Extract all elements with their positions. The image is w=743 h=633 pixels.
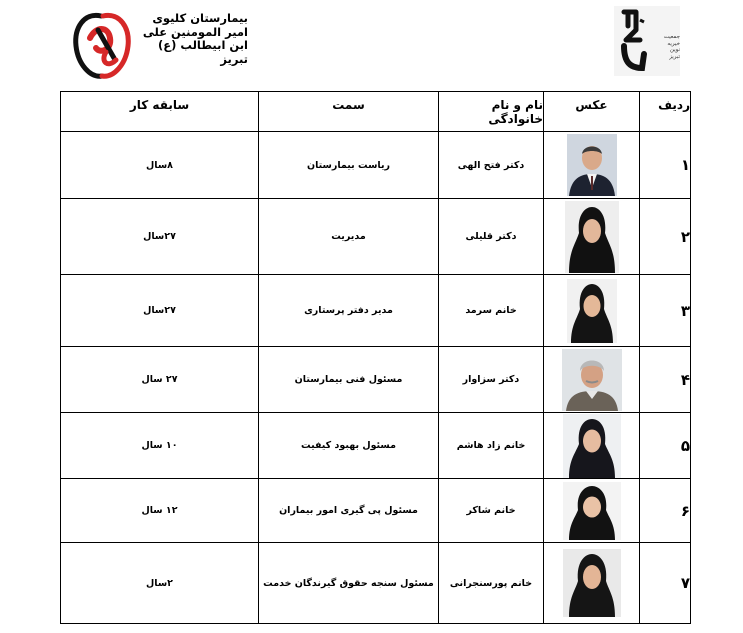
hospital-name-line: بیمارستان کلیوی — [152, 11, 248, 25]
charity-logo-line: تبریز — [669, 53, 680, 60]
staff-experience: ۲۷ سال — [61, 347, 259, 413]
man-grey-hair-portrait-icon — [562, 349, 622, 411]
page-header — [0, 0, 743, 92]
staff-position: مسئول فنی بیمارستان — [259, 347, 439, 413]
hospital-logo-icon — [70, 8, 134, 84]
row-index: ۲ — [640, 199, 691, 275]
table-row — [61, 413, 691, 479]
staff-name: خانم سرمد — [439, 275, 544, 347]
table-header-row — [61, 92, 691, 132]
staff-photo-cell — [544, 413, 640, 479]
header-experience: سابقه کار — [61, 92, 259, 132]
hospital-name-line: تبریز — [220, 51, 248, 66]
row-index: ۶ — [640, 479, 691, 543]
staff-photo-cell — [544, 479, 640, 543]
woman-headscarf-portrait-icon — [563, 549, 621, 617]
staff-position: مسئول بهبود کیفیت — [259, 413, 439, 479]
header-name: نام و نام خانوادگی — [439, 92, 544, 132]
header-position: سمت — [259, 92, 439, 132]
staff-photo-cell — [544, 347, 640, 413]
woman-headscarf-portrait-icon — [567, 279, 617, 343]
header-photo: عکس — [544, 92, 640, 132]
row-index: ۳ — [640, 275, 691, 347]
row-index: ۱ — [640, 132, 691, 199]
table-row — [61, 132, 691, 199]
staff-experience: ۸سال — [61, 132, 259, 199]
staff-photo-cell — [544, 199, 640, 275]
table-row — [61, 479, 691, 543]
man-suit-portrait-icon — [567, 134, 617, 196]
staff-name: دکتر قلیلی — [439, 199, 544, 275]
charity-logo-text — [650, 34, 680, 60]
staff-name: دکتر فتح الهی — [439, 132, 544, 199]
staff-experience: ۲۷سال — [61, 275, 259, 347]
row-index: ۵ — [640, 413, 691, 479]
staff-name: خانم زاد هاشم — [439, 413, 544, 479]
staff-experience: ۲سال — [61, 543, 259, 624]
table-row — [61, 347, 691, 413]
woman-headscarf-portrait-icon — [563, 482, 621, 540]
staff-position: مسئول سنجه حقوق گیرندگان خدمت — [259, 543, 439, 624]
staff-experience: ۲۷سال — [61, 199, 259, 275]
staff-photo-cell — [544, 275, 640, 347]
table-row — [61, 543, 691, 624]
staff-experience: ۱۲ سال — [61, 479, 259, 543]
staff-experience: ۱۰ سال — [61, 413, 259, 479]
staff-position: مسئول پی گیری امور بیماران — [259, 479, 439, 543]
staff-name: دکتر سزاوار — [439, 347, 544, 413]
staff-name: خانم شاکر — [439, 479, 544, 543]
staff-photo-cell — [544, 132, 640, 199]
row-index: ۷ — [640, 543, 691, 624]
hospital-name-line: امیر المومنین علی — [142, 24, 248, 39]
woman-headscarf-portrait-icon — [565, 201, 619, 273]
hospital-name-line: ابن ابیطالب (ع) — [158, 38, 248, 52]
staff-photo-cell — [544, 543, 640, 624]
table-row — [61, 275, 691, 347]
staff-name: خانم پورسنجرانی — [439, 543, 544, 624]
charity-logo-line: نوین — [669, 47, 680, 53]
charity-logo-line: جمعیت — [663, 34, 680, 40]
hospital-name — [138, 12, 248, 66]
row-index: ۴ — [640, 347, 691, 413]
header-index: ردیف — [640, 92, 691, 132]
table-row — [61, 199, 691, 275]
charity-logo-line: خیریه — [667, 40, 680, 47]
woman-headscarf-portrait-icon — [563, 414, 621, 478]
staff-position: ریاست بیمارستان — [259, 132, 439, 199]
staff-table — [60, 91, 691, 624]
staff-position: مدیریت — [259, 199, 439, 275]
staff-position: مدیر دفتر پرستاری — [259, 275, 439, 347]
